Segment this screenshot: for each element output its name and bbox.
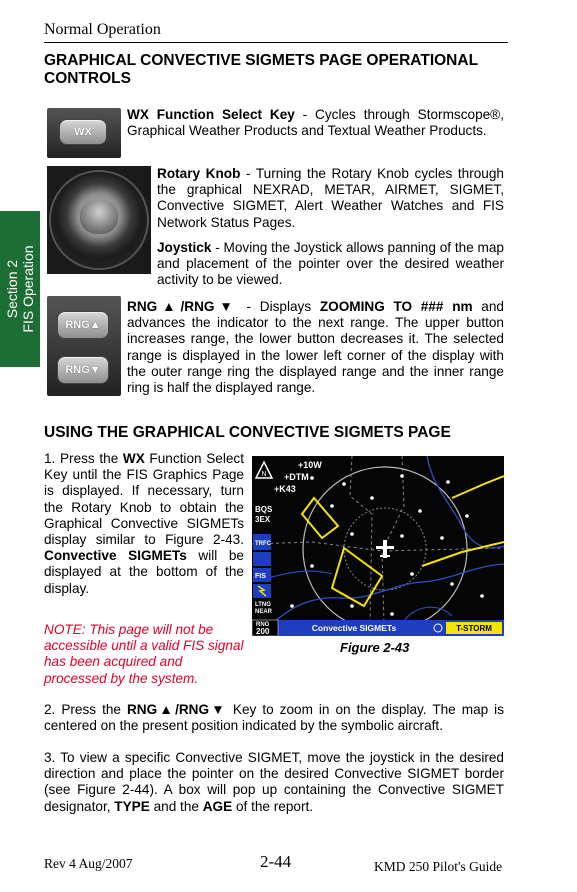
rng-down-key-icon xyxy=(57,356,109,384)
airport-label-1: +10W xyxy=(298,460,322,470)
wx-key-term: WX Function Select Key xyxy=(127,107,295,122)
airport-label-3: +K43 xyxy=(274,484,296,494)
side-label-3ex: 3EX xyxy=(255,515,271,524)
footer-guide-title: KMD 250 Pilot's Guide xyxy=(374,859,503,874)
side-label-fis: FIS xyxy=(255,573,266,580)
rng-up-key-label: RNG▲ xyxy=(65,319,101,331)
step-1-convective: Convective SIGMETs xyxy=(44,548,187,564)
wx-key-text: - Cycles through Stormscope®, Graphical Weather Products and Textual Weather Products. xyxy=(127,107,504,139)
step-1-e: will be displayed at the bottom of the display. xyxy=(44,548,244,596)
step-2-a: 2. Press the xyxy=(44,702,127,717)
rng-up-key-icon xyxy=(57,311,109,339)
joystick-icon xyxy=(80,200,118,234)
step-1-c: Function Select Key until the FIS Graphics Page is displayed. If necessary, turn the Rotary Knob to obtain the Graphical Convective SIGMETs display similar to Figure 2-43. xyxy=(44,451,244,548)
side-label-ltng: LTNG xyxy=(255,602,271,608)
controls-heading: GRAPHICAL CONVECTIVE SIGMETS PAGE OPERATIONAL CONTROLS xyxy=(44,52,478,87)
range-label: RNG xyxy=(256,622,270,628)
rotary-knob-term: Rotary Knob xyxy=(157,166,241,181)
airport-label-2: +DTM xyxy=(284,472,309,482)
using-heading: USING THE GRAPHICAL CONVECTIVE SIGMETS PAGE xyxy=(44,424,451,441)
rotary-knob-text: - Turning the Rotary Knob cycles through the graphical NEXRAD, METAR, AIRMET, SIGMET, Convective SIGMET, Alert Weather Watches and FIS Network Status Pages. xyxy=(157,166,504,230)
side-tab-chapter: FIS Operation xyxy=(20,245,36,333)
running-header: Normal Operation xyxy=(44,21,161,38)
rng-down-key-label: RNG▼ xyxy=(65,364,101,376)
joystick-text: - Moving the Joystick allows panning of the map and placement of the pointer over the desired weather activity to be viewed. xyxy=(157,240,504,288)
side-tab-section: Section 2 xyxy=(4,259,20,319)
section-side-tab xyxy=(0,211,40,367)
wx-key-icon-label: WX xyxy=(74,126,92,138)
step-2-rng: RNG▲/RNG▼ xyxy=(126,702,227,717)
wx-button-bg xyxy=(253,552,271,566)
side-label-bqs: BQS xyxy=(255,505,273,514)
tstorm-label: T-STORM xyxy=(456,624,492,633)
step-3-e: of the report. xyxy=(232,798,314,814)
side-label-trfc: TRFC xyxy=(255,541,271,547)
step-1-a: 1. Press the xyxy=(44,451,123,466)
wx-key-description xyxy=(127,107,504,139)
rng-zoom-term: ZOOMING TO ### nm xyxy=(319,299,473,314)
page-number: 2-44 xyxy=(260,852,292,871)
rotary-knob-description xyxy=(157,166,504,231)
rng-text-b: and advances the indicator to the next range. The upper button increases range, the lower button decreases it. The selected range is displayed in the lower left corner of the display with the outer range ring the displayed range and the inner range ring is half the displayed range. xyxy=(127,299,504,396)
joystick-description xyxy=(157,240,504,289)
fis-note: NOTE: This page will not be accessible until a valid FIS signal has been acquired and processed by the system. xyxy=(44,622,244,686)
rotary-knob-image xyxy=(47,166,151,274)
wx-key-icon xyxy=(59,119,107,145)
step-3-age: AGE xyxy=(202,798,233,814)
rng-keys-image xyxy=(47,296,121,396)
rng-description xyxy=(127,299,504,396)
rng-term: RNG▲/RNG▼ xyxy=(127,299,238,314)
joystick-term: Joystick xyxy=(157,240,212,255)
step-2-c: Key to zoom in on the display. The map is centered on the present position indicated by the symbolic aircraft. xyxy=(44,702,504,734)
rng-text-a: - Displays xyxy=(237,299,320,314)
step-1-text xyxy=(44,451,244,597)
range-value: 200 xyxy=(256,627,270,636)
step-3-text xyxy=(44,750,504,815)
header-rule xyxy=(44,42,508,43)
step-3-a: 3. To view a specific Convective SIGMET, move the joystick in the desired direction and place the pointer on the desired Convective SIGMET border (see Figure 2-44). A box will pop up containing the Convective SIGMET designator, xyxy=(44,750,504,814)
convective-sigmets-map xyxy=(252,456,504,636)
step-3-c: and the xyxy=(149,798,203,814)
figure-caption: Figure 2-43 xyxy=(340,640,410,655)
step-1-wx: WX xyxy=(122,451,145,466)
step-3-type: TYPE xyxy=(114,798,150,814)
svg-text:N: N xyxy=(261,471,267,478)
step-2-text xyxy=(44,702,504,734)
footer-revision: Rev 4 Aug/2007 xyxy=(44,856,133,871)
side-label-near: NEAR xyxy=(255,609,273,615)
status-label: Convective SIGMETs xyxy=(311,623,397,633)
figure-2-43-display xyxy=(252,456,504,636)
wx-key-image xyxy=(47,108,121,158)
